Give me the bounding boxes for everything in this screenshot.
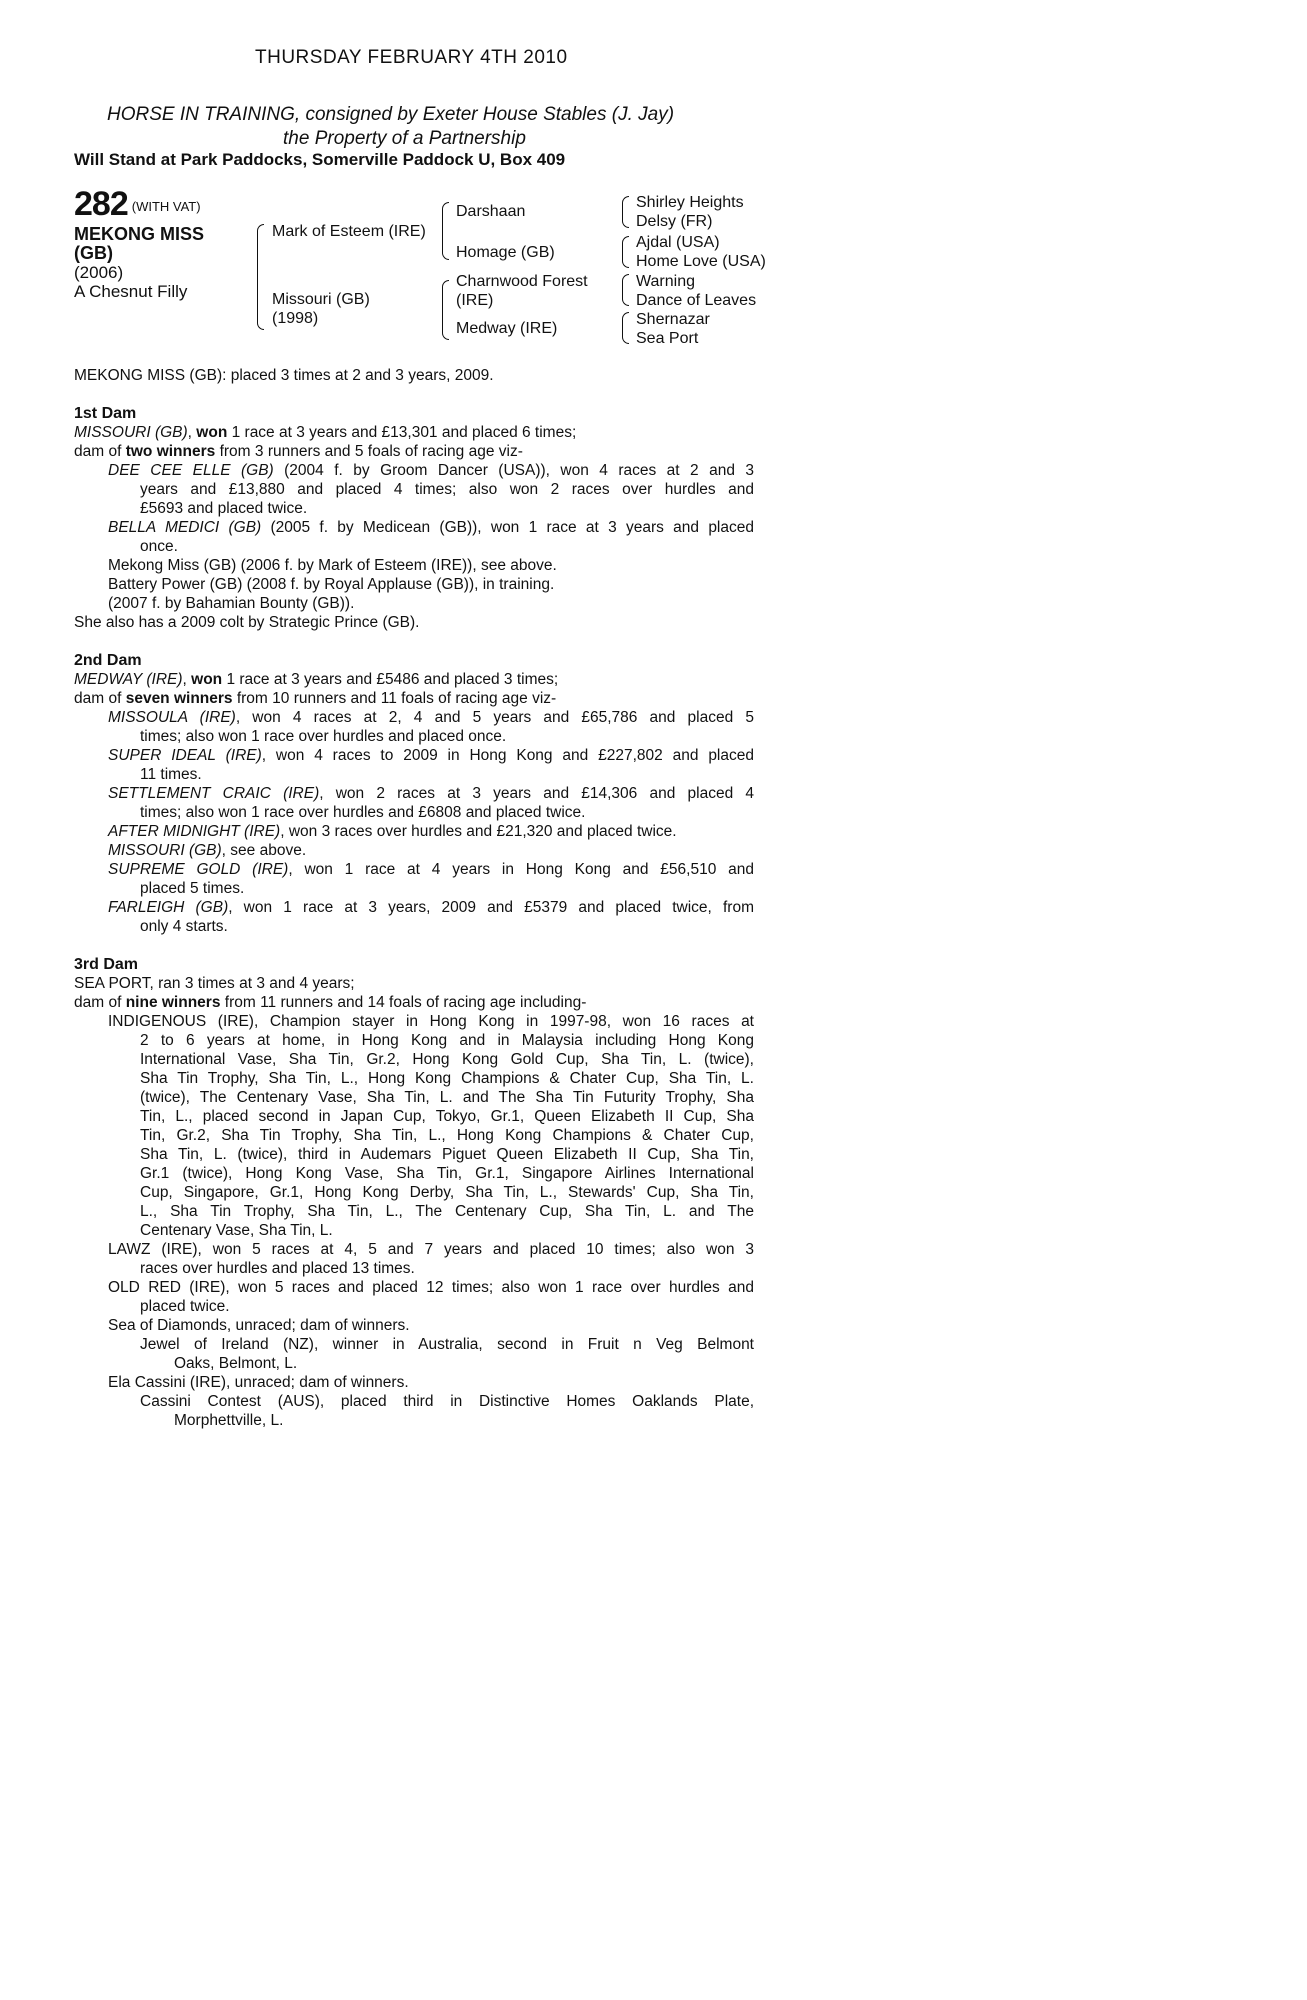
vat-note: (WITH VAT) (131, 199, 201, 214)
sire-dam: Homage (GB) (456, 244, 555, 261)
produce-entry: FARLEIGH (GB), won 1 race at 3 years, 2009 and £5379 and placed twice, from (108, 899, 754, 916)
third-dam-produce: dam of nine winners from 11 runners and 14 foals of racing age including- (74, 994, 587, 1011)
g-brace-2 (622, 236, 629, 268)
gen3-6: Dance of Leaves (636, 292, 757, 309)
produce-entry-cont: 11 times. (140, 766, 202, 783)
indigenous-line: L., Sha Tin Trophy, Sha Tin, L., The Centenary Cup, Sha Tin, L. and The (140, 1203, 754, 1220)
indigenous-line: Sha Tin Trophy, Sha Tin, L., Hong Kong Champions & Chater Cup, Sha Tin, L. (140, 1070, 754, 1087)
indigenous-line: Tin, L., placed second in Japan Cup, Tokyo, Gr.1, Queen Elizabeth II Cup, Sha (140, 1108, 754, 1125)
racing-summary (74, 366, 754, 385)
produce-entry: MISSOURI (GB), see above. (108, 842, 307, 859)
first-dam-produce: dam of two winners from 3 runners and 5 foals of racing age viz- (74, 443, 523, 460)
gen3-7: Shernazar (636, 311, 710, 328)
produce-entry-cont: Oaks, Belmont, L. (174, 1355, 298, 1372)
indigenous-line: INDIGENOUS (IRE), Champion stayer in Hong Kong in 1997-98, won 16 races at (108, 1013, 754, 1030)
g-brace-1 (622, 196, 629, 228)
dam-sire-origin: (IRE) (456, 292, 494, 309)
third-dam-heading: 3rd Dam (74, 956, 139, 973)
consignment-line: HORSE IN TRAINING, consigned by Exeter House Stables (J. Jay) (106, 104, 675, 125)
indigenous-line: Centenary Vase, Sha Tin, L. (140, 1222, 333, 1239)
g-brace-3 (622, 274, 629, 306)
third-dam-section (74, 955, 754, 1430)
lot-number: 282 (74, 185, 128, 223)
produce-entry-cont: placed 5 times. (140, 880, 245, 897)
sire: Mark of Esteem (IRE) (272, 223, 426, 240)
produce-entry: (2007 f. by Bahamian Bounty (GB)). (108, 595, 355, 612)
sale-date: THURSDAY FEBRUARY 4TH 2010 (255, 47, 568, 68)
foaling-year: (2006) (74, 263, 124, 282)
second-dam-produce: dam of seven winners from 10 runners and 11 foals of racing age viz- (74, 690, 557, 707)
produce-entry: Jewel of Ireland (NZ), winner in Australia, second in Fruit n Veg Belmont (140, 1336, 754, 1353)
produce-entry-cont: times; also won 1 race over hurdles and placed once. (140, 728, 507, 745)
indigenous-line: Sha Tin, L. (twice), third in Audemars Piguet Queen Elizabeth II Cup, Sha Tin, (140, 1146, 754, 1163)
produce-entry: Mekong Miss (GB) (2006 f. by Mark of Esteem (IRE)), see above. (108, 557, 557, 574)
indigenous-line: International Vase, Sha Tin, Gr.2, Hong Kong Gold Cup, Sha Tin, L. (twice), (140, 1051, 754, 1068)
indigenous-line: 2 to 6 years at home, in Hong Kong and in Malaysia including Hong Kong (140, 1032, 754, 1049)
produce-entry-cont: Morphettville, L. (174, 1412, 284, 1429)
gen3-8: Sea Port (636, 330, 699, 347)
produce-entry: LAWZ (IRE), won 5 races at 4, 5 and 7 years and placed 10 times; also won 3 (108, 1241, 754, 1258)
dam-dam: Medway (IRE) (456, 320, 558, 337)
produce-entry-cont: placed twice. (140, 1298, 230, 1315)
indigenous-line: Gr.1 (twice), Hong Kong Vase, Sha Tin, Gr.1, Singapore Airlines International (140, 1165, 754, 1182)
produce-entry: SUPER IDEAL (IRE), won 4 races to 2009 in Hong Kong and £227,802 and placed (108, 747, 754, 764)
summary-line: MEKONG MISS (GB): placed 3 times at 2 and 3 years, 2009. (74, 367, 494, 384)
indigenous-line: (twice), The Centenary Vase, Sha Tin, L. and The Sha Tin Futurity Trophy, Sha (140, 1089, 754, 1106)
horse-name: MEKONG MISS (74, 224, 205, 244)
produce-entry: Sea of Diamonds, unraced; dam of winners. (108, 1317, 410, 1334)
produce-entry-cont: races over hurdles and placed 13 times. (140, 1260, 415, 1277)
produce-entry-cont: £5693 and placed twice. (140, 500, 308, 517)
produce-entry: DEE CEE ELLE (GB) (2004 f. by Groom Dancer (USA)), won 4 races at 2 and 3 (108, 462, 755, 479)
produce-entry-cont: once. (140, 538, 178, 555)
dam-brace (442, 280, 449, 340)
dam-year: (1998) (272, 310, 319, 327)
sire-sire: Darshaan (456, 203, 526, 220)
first-dam-record: MISSOURI (GB), won 1 race at 3 years and £13,301 and placed 6 times; (74, 424, 577, 441)
pedigree-brace (257, 224, 264, 330)
ownership-line: the Property of a Partnership (283, 128, 526, 149)
produce-entry: AFTER MIDNIGHT (IRE), won 3 races over hurdles and £21,320 and placed twice. (108, 823, 677, 840)
produce-entry: SETTLEMENT CRAIC (IRE), won 2 races at 3 years and £14,306 and placed 4 (108, 785, 754, 802)
third-dam-record: SEA PORT, ran 3 times at 3 and 4 years; (74, 975, 355, 992)
second-dam-section (74, 651, 754, 936)
produce-entry: BELLA MEDICI (GB) (2005 f. by Medicean (GB)), won 1 race at 3 years and placed (108, 519, 754, 536)
horse-origin: (GB) (74, 243, 113, 263)
dam: Missouri (GB) (272, 291, 370, 308)
gen3-4: Home Love (USA) (636, 253, 766, 270)
produce-entry: Battery Power (GB) (2008 f. by Royal Applause (GB)), in training. (108, 576, 555, 593)
produce-entry-cont: years and £13,880 and placed 4 times; also won 2 races over hurdles and (140, 481, 754, 498)
produce-entry: Cassini Contest (AUS), placed third in Distinctive Homes Oaklands Plate, (140, 1393, 754, 1410)
second-dam-record: MEDWAY (IRE), won 1 race at 3 years and £5486 and placed 3 times; (74, 671, 559, 688)
sire-brace (442, 202, 449, 260)
gen3-2: Delsy (FR) (636, 213, 713, 230)
produce-entry-cont: times; also won 1 race over hurdles and £6808 and placed twice. (140, 804, 586, 821)
produce-entry: MISSOULA (IRE), won 4 races at 2, 4 and 5 years and £65,786 and placed 5 (108, 709, 754, 726)
second-dam-heading: 2nd Dam (74, 652, 142, 669)
first-dam-heading: 1st Dam (74, 405, 137, 422)
horse-description: A Chesnut Filly (74, 282, 188, 301)
lot-info (74, 185, 254, 301)
gen3-3: Ajdal (USA) (636, 234, 720, 251)
dam-sire: Charnwood Forest (456, 273, 588, 290)
stand-location: Will Stand at Park Paddocks, Somerville Paddock U, Box 409 (74, 150, 566, 169)
produce-entry: Ela Cassini (IRE), unraced; dam of winners. (108, 1374, 409, 1391)
produce-note: She also has a 2009 colt by Strategic Prince (GB). (74, 614, 420, 631)
produce-entry: OLD RED (IRE), won 5 races and placed 12 times; also won 1 race over hurdles and (108, 1279, 754, 1296)
produce-entry: SUPREME GOLD (IRE), won 1 race at 4 years in Hong Kong and £56,510 and (108, 861, 754, 878)
gen3-1: Shirley Heights (636, 194, 744, 211)
indigenous-line: Tin, Gr.2, Sha Tin Trophy, Sha Tin, L., Hong Kong Champions & Chater Cup, (140, 1127, 754, 1144)
g-brace-4 (622, 312, 629, 344)
indigenous-line: Cup, Singapore, Gr.1, Hong Kong Derby, Sha Tin, L., Stewards' Cup, Sha Tin, (140, 1184, 754, 1201)
first-dam-section (74, 404, 754, 632)
produce-entry-cont: only 4 starts. (140, 918, 228, 935)
gen3-5: Warning (636, 273, 695, 290)
